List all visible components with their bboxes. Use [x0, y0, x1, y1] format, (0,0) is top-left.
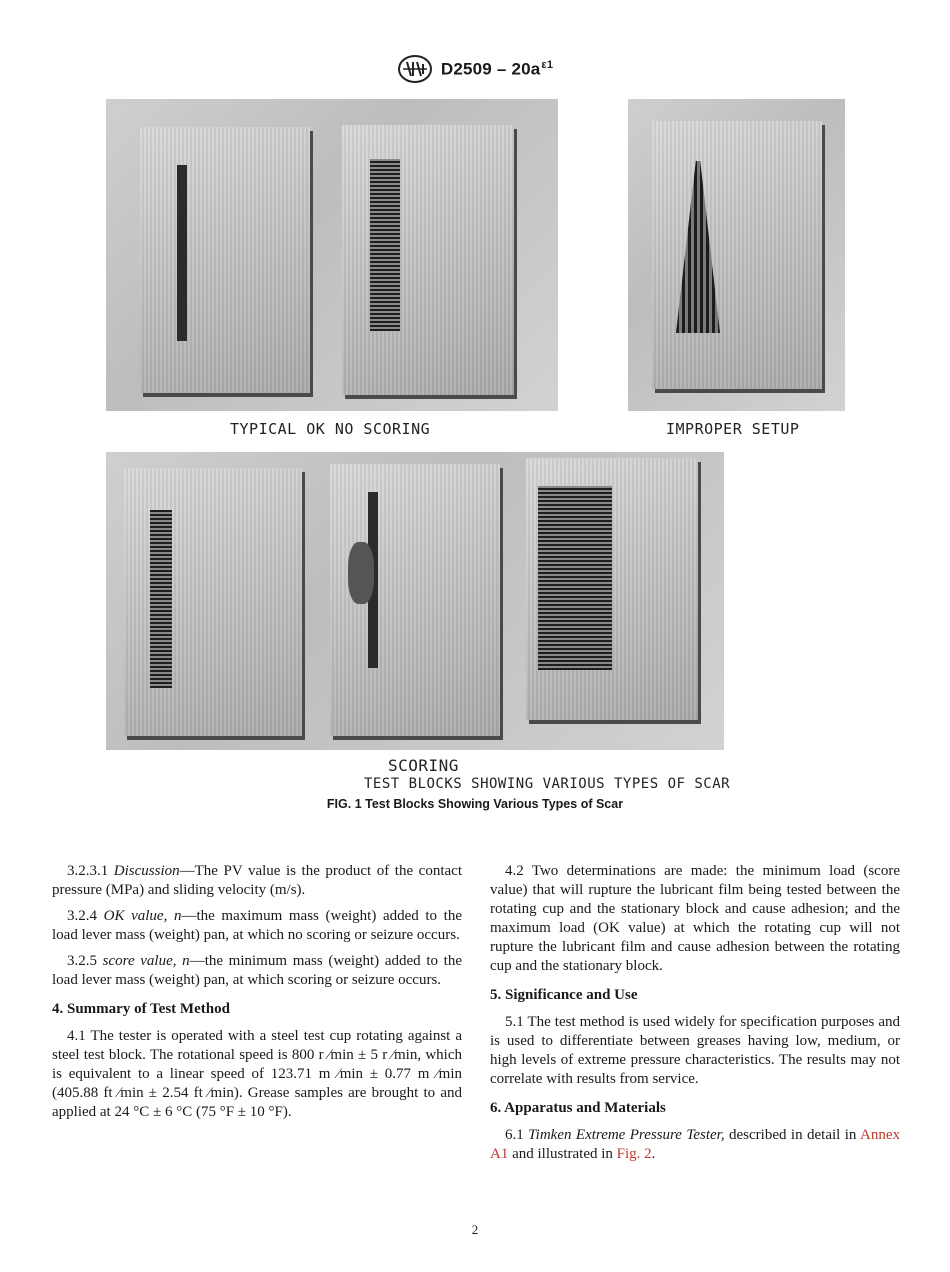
annex-a1-link[interactable]: Annex A1	[490, 1127, 900, 1162]
paragraph-4-1: 4.1 The tester is operated with a steel test cup rotating against a steel test block. The rotational speed is 800 r ⁄min ± 5 r ⁄min, which is equivalent to a linear speed of 123.71 m ⁄min ± 0.77 m ⁄min (405.88 ft ⁄min ± 2.54 ft ⁄min). Grease samples are brought to and applied at 24 °C ± 6 °C (75 °F ± 10 °F).	[52, 1028, 462, 1120]
test-block-ok-2	[342, 125, 514, 395]
photo-ok-blocks	[106, 99, 558, 411]
astm-logo-icon	[397, 54, 433, 84]
paragraph-3-2-4: 3.2.4 OK value, n—the maximum mass (weight) added to the load lever mass (weight) pan, at which no scoring or seizure occurs.	[52, 908, 463, 943]
figure-caption: FIG. 1 Test Blocks Showing Various Types of Scar	[326, 797, 624, 811]
test-block-score-2	[330, 464, 500, 736]
label-scoring: SCORING	[388, 756, 459, 775]
section-heading-5: 5. Significance and Use	[490, 987, 638, 1003]
scar-mark	[370, 159, 400, 331]
test-block-score-1	[124, 468, 302, 736]
page-header	[0, 54, 950, 84]
right-column	[490, 862, 900, 1171]
scar-mark	[177, 165, 187, 341]
left-column	[52, 862, 462, 1129]
test-block-score-3	[526, 458, 698, 720]
section-heading-4: 4. Summary of Test Method	[52, 1001, 230, 1017]
scar-mark	[150, 510, 172, 688]
paragraph-3-2-3-1: 3.2.3.1 Discussion—The PV value is the product of the contact pressure (MPa) and sliding velocity (m/s).	[52, 863, 462, 898]
section-heading-6: 6. Apparatus and Materials	[490, 1100, 666, 1116]
label-test-blocks: TEST BLOCKS SHOWING VARIOUS TYPES OF SCAR	[364, 776, 731, 792]
scar-mark	[538, 486, 612, 670]
page-number: 2	[471, 1222, 479, 1237]
paragraph-4-2: 4.2 Two determinations are made: the minimum load (score value) that will rupture the lubricant film being tested between the rotating cup and the stationary block and cause adhesion; and the maximum load (OK value) at which the rotating cup will not rupture the lubricant film and cause adhesion between the rotating cup and the stationary block.	[490, 863, 900, 974]
label-typical-ok: TYPICAL OK NO SCORING	[230, 420, 431, 438]
test-block-improper	[652, 121, 822, 389]
document-designation: $D2509 - 20a^{\varepsilon 1}$	[440, 58, 554, 79]
paragraph-3-2-5: 3.2.5 score value, n—the minimum mass (weight) added to the load lever mass (weight) pan, at which scoring or seizure occurs.	[52, 953, 462, 988]
paragraph-6-1: 6.1 Timken Extreme Pressure Tester, described in detail in Annex A1 and illustrated in Fig. 2.	[490, 1127, 900, 1162]
fig-2-link[interactable]: Fig. 2	[616, 1146, 652, 1162]
label-improper-setup: IMPROPER SETUP	[666, 420, 800, 438]
test-block-ok-1	[140, 127, 310, 393]
photo-scoring-blocks	[106, 452, 724, 750]
photo-improper-setup	[628, 99, 845, 411]
scar-mark	[348, 542, 374, 604]
scar-mark	[676, 161, 720, 333]
paragraph-5-1: 5.1 The test method is used widely for specification purposes and is used to differentiate between greases having low, medium, or high levels of extreme pressure characteristics. The results may not correlate with results from service.	[490, 1014, 900, 1087]
